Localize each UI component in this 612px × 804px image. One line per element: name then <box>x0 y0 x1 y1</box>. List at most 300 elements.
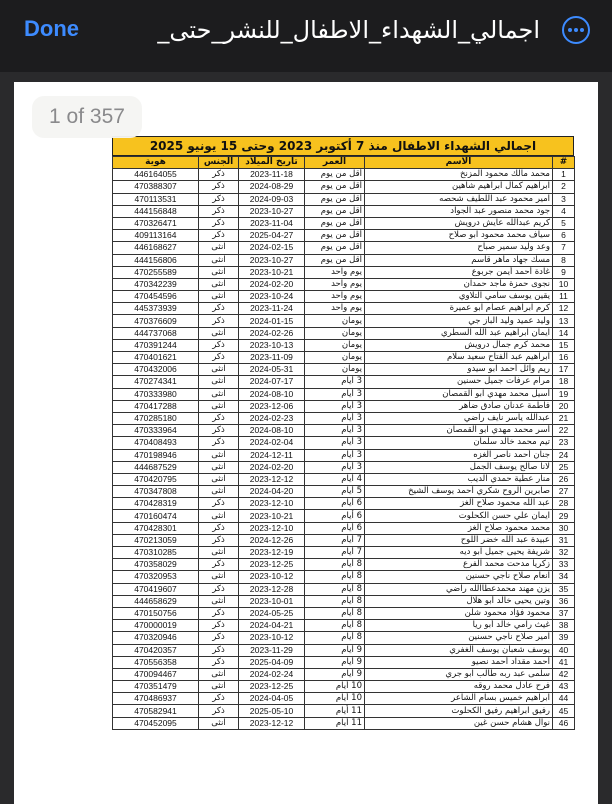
table-row <box>113 364 575 376</box>
child-age: أقل من يوم <box>305 230 365 242</box>
id-number: 470358029 <box>113 559 199 571</box>
id-number: 470342239 <box>113 278 199 290</box>
child-name: محمد كرم جمال درويش <box>365 339 553 351</box>
row-number: 41 <box>553 656 575 668</box>
row-number: 24 <box>553 449 575 461</box>
gender: ذكر <box>199 498 239 510</box>
child-age: 3 أيام <box>305 461 365 473</box>
child-age: 6 أيام <box>305 498 365 510</box>
child-age: 8 أيام <box>305 559 365 571</box>
row-number: 37 <box>553 607 575 619</box>
child-name: فرح عادل محمد روقه <box>365 681 553 693</box>
column-header: الاسم <box>365 157 553 169</box>
row-number: 44 <box>553 693 575 705</box>
table-row <box>113 425 575 437</box>
row-number: 17 <box>553 364 575 376</box>
child-name: امير صلاح ناجي حسنين <box>365 632 553 644</box>
birth-date: 2024-08-10 <box>239 425 305 437</box>
id-number: 470150756 <box>113 607 199 619</box>
more-options-button[interactable] <box>562 16 590 44</box>
row-number: 40 <box>553 644 575 656</box>
birth-date: 2024-02-15 <box>239 242 305 254</box>
id-number: 470452095 <box>113 717 199 729</box>
table-row <box>113 681 575 693</box>
row-number: 45 <box>553 705 575 717</box>
child-age: 9 أيام <box>305 656 365 668</box>
gender: انثى <box>199 400 239 412</box>
table-row <box>113 571 575 583</box>
id-number: 470420795 <box>113 473 199 485</box>
id-number: 470428319 <box>113 498 199 510</box>
done-button[interactable]: Done <box>24 16 79 41</box>
child-name: أحمد مقداد أحمد نصيو <box>365 656 553 668</box>
table-row <box>113 412 575 424</box>
id-number: 470347808 <box>113 486 199 498</box>
gender: انثى <box>199 668 239 680</box>
child-age: 7 أيام <box>305 534 365 546</box>
table-row <box>113 473 575 485</box>
birth-date: 2024-01-15 <box>239 315 305 327</box>
table-row <box>113 193 575 205</box>
gender: انثى <box>199 717 239 729</box>
gender: انثى <box>199 291 239 303</box>
table-row <box>113 717 575 729</box>
page-counter: 1 of 357 <box>32 96 142 138</box>
id-number: 470486937 <box>113 693 199 705</box>
id-number: 470000019 <box>113 620 199 632</box>
child-age: أقل من يوم <box>305 193 365 205</box>
document-viewer[interactable] <box>0 72 612 804</box>
id-number: 470326471 <box>113 217 199 229</box>
row-number: 20 <box>553 400 575 412</box>
gender: ذكر <box>199 193 239 205</box>
child-name: وليد عميد وليد الباز جي <box>365 315 553 327</box>
birth-date: 2024-04-05 <box>239 693 305 705</box>
child-age: 8 أيام <box>305 583 365 595</box>
id-number: 444156848 <box>113 205 199 217</box>
child-age: 3 أيام <box>305 388 365 400</box>
child-age: أقل من يوم <box>305 217 365 229</box>
column-header: تاريخ الميلاد <box>239 157 305 169</box>
birth-date: 2023-10-13 <box>239 339 305 351</box>
gender: ذكر <box>199 303 239 315</box>
child-name: غادة أحمد أيمن جربوع <box>365 266 553 278</box>
id-number: 470213059 <box>113 534 199 546</box>
gender: انثى <box>199 266 239 278</box>
gender: ذكر <box>199 205 239 217</box>
gender: ذكر <box>199 425 239 437</box>
id-number: 470556358 <box>113 656 199 668</box>
table-row <box>113 400 575 412</box>
child-age: أقل من يوم <box>305 254 365 266</box>
birth-date: 2024-04-21 <box>239 620 305 632</box>
gender: ذكر <box>199 217 239 229</box>
table-row <box>113 607 575 619</box>
child-name: مرام عرفات جميل حسنين <box>365 376 553 388</box>
gender: انثى <box>199 449 239 461</box>
child-age: يومان <box>305 339 365 351</box>
gender: ذكر <box>199 620 239 632</box>
child-name: لانا صالح يوسف الجمل <box>365 461 553 473</box>
child-age: يومان <box>305 364 365 376</box>
birth-date: 2023-10-24 <box>239 291 305 303</box>
row-number: 38 <box>553 620 575 632</box>
column-header: هوية <box>113 157 199 169</box>
child-name: وتين يحيى خالد أبو هلال <box>365 595 553 607</box>
child-age: 3 أيام <box>305 425 365 437</box>
row-number: 26 <box>553 473 575 485</box>
child-name: ابراهيم عبد الفتاح سعيد سلام <box>365 352 553 364</box>
column-header: # <box>553 157 575 169</box>
table-row <box>113 437 575 449</box>
child-age: 6 أيام <box>305 522 365 534</box>
table-row <box>113 217 575 229</box>
birth-date: 2023-12-25 <box>239 681 305 693</box>
id-number: 470376609 <box>113 315 199 327</box>
id-number: 470333980 <box>113 388 199 400</box>
row-number: 18 <box>553 376 575 388</box>
row-number: 30 <box>553 522 575 534</box>
child-age: 8 أيام <box>305 620 365 632</box>
table-row <box>113 547 575 559</box>
child-name: عبد الله محمود صلاح الغز <box>365 498 553 510</box>
birth-date: 2023-11-04 <box>239 217 305 229</box>
table-row <box>113 620 575 632</box>
id-number: 470198946 <box>113 449 199 461</box>
id-number: 470419607 <box>113 583 199 595</box>
child-name: جنان أحمد ناصر الغزه <box>365 449 553 461</box>
table-row <box>113 376 575 388</box>
child-age: 10 أيام <box>305 681 365 693</box>
child-name: انعام صلاح ناجي حسنين <box>365 571 553 583</box>
table-row <box>113 668 575 680</box>
gender: انثى <box>199 473 239 485</box>
child-age: 8 أيام <box>305 632 365 644</box>
child-name: أسيل محمد مهدي ابو القمصان <box>365 388 553 400</box>
child-age: 5 أيام <box>305 486 365 498</box>
child-age: يوم واحد <box>305 303 365 315</box>
table-row <box>113 583 575 595</box>
child-name: ايمان علي حسن الكحلوت <box>365 510 553 522</box>
child-age: 3 أيام <box>305 437 365 449</box>
child-age: 10 أيام <box>305 693 365 705</box>
row-number: 5 <box>553 217 575 229</box>
id-number: 470408493 <box>113 437 199 449</box>
child-age: يوم واحد <box>305 266 365 278</box>
gender: انثى <box>199 278 239 290</box>
id-number: 470320946 <box>113 632 199 644</box>
row-number: 31 <box>553 534 575 546</box>
gender: انثى <box>199 547 239 559</box>
row-number: 3 <box>553 193 575 205</box>
id-number: 470255589 <box>113 266 199 278</box>
child-name: رفيق ابراهيم رفيق الكحلوت <box>365 705 553 717</box>
table-row <box>113 230 575 242</box>
child-age: 6 أيام <box>305 510 365 522</box>
id-number: 470320953 <box>113 571 199 583</box>
birth-date: 2023-10-27 <box>239 205 305 217</box>
child-name: زكريا مدحت محمد الفرع <box>365 559 553 571</box>
birth-date: 2024-04-20 <box>239 486 305 498</box>
birth-date: 2023-10-12 <box>239 571 305 583</box>
table-row <box>113 181 575 193</box>
table-row <box>113 339 575 351</box>
table-header-row <box>113 157 575 169</box>
id-number: 470160474 <box>113 510 199 522</box>
birth-date: 2023-11-24 <box>239 303 305 315</box>
birth-date: 2024-08-29 <box>239 181 305 193</box>
id-number: 445373939 <box>113 303 199 315</box>
gender: انثى <box>199 364 239 376</box>
table-row <box>113 315 575 327</box>
table-row <box>113 266 575 278</box>
child-name: نجوى حمزة ماجد حمدان <box>365 278 553 290</box>
gender: انثى <box>199 376 239 388</box>
row-number: 2 <box>553 181 575 193</box>
table-row <box>113 510 575 522</box>
birth-date: 2023-12-10 <box>239 498 305 510</box>
id-number: 470582941 <box>113 705 199 717</box>
child-name: عبيدة عبد الله خضر اللوح <box>365 534 553 546</box>
gender: ذكر <box>199 656 239 668</box>
gender: ذكر <box>199 169 239 181</box>
id-number: 446168627 <box>113 242 199 254</box>
birth-date: 2023-12-06 <box>239 400 305 412</box>
table-row <box>113 291 575 303</box>
more-dot-icon <box>574 28 578 32</box>
child-name: أسر محمد مهدي ابو القمصان <box>365 425 553 437</box>
child-name: نوال هشام حسن غين <box>365 717 553 729</box>
row-number: 14 <box>553 327 575 339</box>
gender: ذكر <box>199 632 239 644</box>
id-number: 470274341 <box>113 376 199 388</box>
child-name: جود محمد منصور عبد الجواد <box>365 205 553 217</box>
child-age: 3 أيام <box>305 376 365 388</box>
birth-date: 2024-02-20 <box>239 461 305 473</box>
child-name: ابراهيم خميس بسام الشاعر <box>365 693 553 705</box>
table-row <box>113 242 575 254</box>
child-age: 7 أيام <box>305 547 365 559</box>
top-bar <box>0 0 612 72</box>
table-row <box>113 693 575 705</box>
child-age: يوم واحد <box>305 278 365 290</box>
id-number: 444658629 <box>113 595 199 607</box>
birth-date: 2023-12-28 <box>239 583 305 595</box>
birth-date: 2023-12-10 <box>239 522 305 534</box>
birth-date: 2023-10-21 <box>239 266 305 278</box>
row-number: 12 <box>553 303 575 315</box>
gender: انثى <box>199 595 239 607</box>
id-number: 470333964 <box>113 425 199 437</box>
child-name: محمود فؤاد محمود شلن <box>365 607 553 619</box>
id-number: 470310285 <box>113 547 199 559</box>
column-header: العمر <box>305 157 365 169</box>
gender: انثى <box>199 327 239 339</box>
child-name: تيم محمد خالد سلمان <box>365 437 553 449</box>
table-row <box>113 352 575 364</box>
child-age: أقل من يوم <box>305 181 365 193</box>
id-number: 446164055 <box>113 169 199 181</box>
child-age: 8 أيام <box>305 571 365 583</box>
id-number: 470391244 <box>113 339 199 351</box>
table-row <box>113 522 575 534</box>
children-list <box>112 136 574 730</box>
row-number: 22 <box>553 425 575 437</box>
id-number: 444737068 <box>113 327 199 339</box>
table-row <box>113 534 575 546</box>
table-row <box>113 327 575 339</box>
child-name: منار عطية حمدي الديب <box>365 473 553 485</box>
id-number: 470401621 <box>113 352 199 364</box>
id-number: 470454596 <box>113 291 199 303</box>
child-name: يزن مهند محمدعطاالله راضي <box>365 583 553 595</box>
birth-date: 2025-04-09 <box>239 656 305 668</box>
child-age: 8 أيام <box>305 595 365 607</box>
id-number: 409113164 <box>113 230 199 242</box>
gender: انثى <box>199 486 239 498</box>
birth-date: 2024-08-10 <box>239 388 305 400</box>
birth-date: 2024-02-24 <box>239 668 305 680</box>
child-age: يوم واحد <box>305 291 365 303</box>
table-row <box>113 205 575 217</box>
row-number: 8 <box>553 254 575 266</box>
table-row <box>113 461 575 473</box>
gender: ذكر <box>199 644 239 656</box>
row-number: 39 <box>553 632 575 644</box>
child-age: 3 أيام <box>305 412 365 424</box>
row-number: 4 <box>553 205 575 217</box>
child-name: امير محمود عبد اللطيف شحصه <box>365 193 553 205</box>
gender: انثى <box>199 681 239 693</box>
child-name: كريم عبدالله عايش درويش <box>365 217 553 229</box>
child-age: يومان <box>305 352 365 364</box>
child-name: صابرين الروح شكري أحمد يوسف الشيخ <box>365 486 553 498</box>
pdf-page[interactable] <box>14 82 598 804</box>
gender: ذكر <box>199 230 239 242</box>
gender: ذكر <box>199 583 239 595</box>
gender: ذكر <box>199 181 239 193</box>
birth-date: 2025-05-10 <box>239 705 305 717</box>
id-number: 470285180 <box>113 412 199 424</box>
child-name: وعد وليد سمير صباح <box>365 242 553 254</box>
row-number: 36 <box>553 595 575 607</box>
id-number: 470094467 <box>113 668 199 680</box>
table-row <box>113 656 575 668</box>
birth-date: 2024-02-04 <box>239 437 305 449</box>
table-row <box>113 486 575 498</box>
row-number: 25 <box>553 461 575 473</box>
birth-date: 2024-02-26 <box>239 327 305 339</box>
row-number: 6 <box>553 230 575 242</box>
birth-date: 2025-04-27 <box>239 230 305 242</box>
table-row <box>113 303 575 315</box>
gender: ذكر <box>199 534 239 546</box>
child-name: ريم وائل أحمد ابو سيدو <box>365 364 553 376</box>
child-name: شريفة يحيى جميل ابو ديه <box>365 547 553 559</box>
child-name: غيث رامي خالد أبو ريا <box>365 620 553 632</box>
child-name: مسك جهاد ماهر قاسم <box>365 254 553 266</box>
id-number: 470432006 <box>113 364 199 376</box>
child-name: ايمان ابراهيم عبد الله السطري <box>365 327 553 339</box>
table-row <box>113 278 575 290</box>
child-name: يقين يوسف سامي التلاوي <box>365 291 553 303</box>
child-age: أقل من يوم <box>305 242 365 254</box>
gender: ذكر <box>199 412 239 424</box>
row-number: 46 <box>553 717 575 729</box>
child-name: فاطمة عدنان صادق ضاهر <box>365 400 553 412</box>
child-age: 11 أيام <box>305 717 365 729</box>
row-number: 16 <box>553 352 575 364</box>
birth-date: 2023-11-18 <box>239 169 305 181</box>
row-number: 43 <box>553 681 575 693</box>
id-number: 470417288 <box>113 400 199 412</box>
row-number: 19 <box>553 388 575 400</box>
table-row <box>113 705 575 717</box>
row-number: 9 <box>553 266 575 278</box>
birth-date: 2024-05-25 <box>239 607 305 619</box>
birth-date: 2024-12-11 <box>239 449 305 461</box>
id-number: 444156806 <box>113 254 199 266</box>
child-age: 8 أيام <box>305 607 365 619</box>
birth-date: 2023-10-21 <box>239 510 305 522</box>
gender: انثى <box>199 242 239 254</box>
row-number: 35 <box>553 583 575 595</box>
birth-date: 2023-10-12 <box>239 632 305 644</box>
birth-date: 2023-10-01 <box>239 595 305 607</box>
id-number: 470428301 <box>113 522 199 534</box>
child-name: سلمى عبد ربه طالب ابو جري <box>365 668 553 680</box>
child-name: يوسف شعبان يوسف الغفري <box>365 644 553 656</box>
child-age: 4 أيام <box>305 473 365 485</box>
child-age: أقل من يوم <box>305 169 365 181</box>
row-number: 21 <box>553 412 575 424</box>
child-age: يومان <box>305 315 365 327</box>
row-number: 28 <box>553 498 575 510</box>
table-row <box>113 644 575 656</box>
row-number: 34 <box>553 571 575 583</box>
child-age: 3 أيام <box>305 400 365 412</box>
child-name: محمد مالك محمود المزنخ <box>365 169 553 181</box>
gender: انثى <box>199 388 239 400</box>
gender: انثى <box>199 510 239 522</box>
child-age: 3 أيام <box>305 449 365 461</box>
child-age: 9 أيام <box>305 668 365 680</box>
id-number: 470420357 <box>113 644 199 656</box>
more-dot-icon <box>568 28 572 32</box>
birth-date: 2024-12-26 <box>239 534 305 546</box>
birth-date: 2024-05-31 <box>239 364 305 376</box>
row-number: 32 <box>553 547 575 559</box>
table-row <box>113 559 575 571</box>
table-row <box>113 498 575 510</box>
gender: ذكر <box>199 607 239 619</box>
birth-date: 2024-09-03 <box>239 193 305 205</box>
table-row <box>113 254 575 266</box>
gender: ذكر <box>199 522 239 534</box>
table-row <box>113 388 575 400</box>
gender: ذكر <box>199 559 239 571</box>
birth-date: 2023-12-19 <box>239 547 305 559</box>
more-dot-icon <box>580 28 584 32</box>
row-number: 42 <box>553 668 575 680</box>
document-title: اجمالي_الشهداء_الاطفال_للنشر_حتى_ <box>157 16 540 44</box>
row-number: 23 <box>553 437 575 449</box>
table-row <box>113 595 575 607</box>
child-age: 9 أيام <box>305 644 365 656</box>
row-number: 29 <box>553 510 575 522</box>
gender: انثى <box>199 571 239 583</box>
birth-date: 2023-10-27 <box>239 254 305 266</box>
